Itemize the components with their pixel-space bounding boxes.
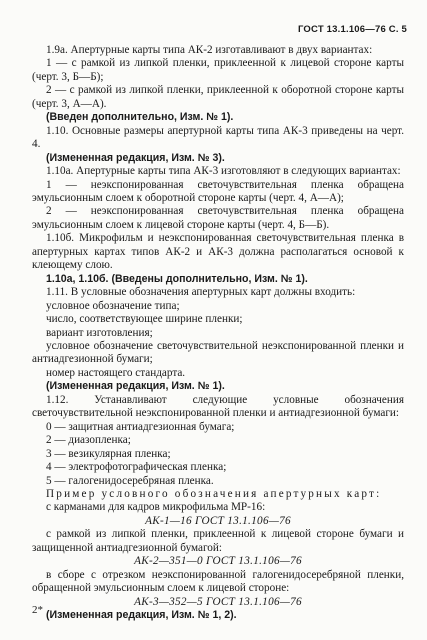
page-header: ГОСТ 13.1.106—76 С. 5 <box>297 24 407 35</box>
list-item: условное обозначение светочувствительной неэкспонированной пленки и антиадгезионной бумаги; <box>32 339 404 366</box>
paragraph: 1 — с рамкой из липкой пленки, приклеенной к лицевой стороне карты (черт. 3, Б—Б); <box>32 57 404 83</box>
paragraph: 1.10. Основные размеры апертурной карты типа АК-3 приведены на черт. 4. <box>32 124 404 151</box>
paragraph: 1.10б. Микрофильм и неэкспонированная светочувствительная пленка в апертурных картах типов АК-2 и АК-3 должна располагаться основой к клеющему слою. <box>32 232 404 272</box>
paragraph: 1 — неэкспонированная светочувствительная пленка обращена эмульсионным слоем к оборотной стороне карты (черт. 4, А—А); <box>32 178 404 204</box>
list-item: вариант изготовления; <box>46 326 153 339</box>
designation-formula: АК-2—351—0 ГОСТ 13.1.106—76 <box>134 555 302 568</box>
amendment-note: (Измененная редакция, Изм. № 1). <box>46 380 225 393</box>
page-footer-mark: 2* <box>32 604 43 616</box>
designation-formula: АК-3—352—5 ГОСТ 13.1.106—76 <box>134 595 302 608</box>
amendment-note: (Введен дополнительно, Изм. № 1). <box>46 111 234 124</box>
list-item: 4 — электрофотографическая пленка; <box>46 461 227 474</box>
document-body <box>32 44 404 622</box>
paragraph: в сборе с отрезком неэкспонированной галогенидосеребряной пленки, обращенной эмульсионным слоем к лицевой стороне: <box>32 568 404 595</box>
amendment-note: 1.10а, 1.10б. (Введены дополнительно, Изм. № 1). <box>46 272 308 285</box>
list-item: условное обозначение типа; <box>46 299 180 312</box>
paragraph: с карманами для кадров микрофильма МР-16: <box>46 501 266 514</box>
paragraph: 1.9а. Апертурные карты типа АК-2 изготавливают в двух вариантах: <box>46 44 373 56</box>
list-item: 3 — везикулярная пленка; <box>46 447 171 460</box>
paragraph: 2 — с рамкой из липкой пленки, приклеенной к оборотной стороне карты (черт. 3, А—А). <box>32 84 404 110</box>
amendment-note: (Измененная редакция, Изм. № 1, 2). <box>46 609 237 622</box>
designation-formula: АК-1—16 ГОСТ 13.1.106—76 <box>145 514 291 527</box>
list-item: 5 — галогенидосеребряная пленка. <box>46 474 214 487</box>
paragraph: 1.10а. Апертурные карты типа АК-3 изготовляют в следующих вариантах: <box>46 165 401 178</box>
list-item: 2 — диазопленка; <box>46 434 131 447</box>
paragraph: 1.11. В условные обозначения апертурных карт должны входить: <box>46 286 356 299</box>
list-item: число, соответствующее ширине пленки; <box>46 313 243 326</box>
paragraph: 1.12. Устанавливают следующие условные обозначения светочувствительной неэкспонированной пленки и антиадгезионной бумаги: <box>32 393 404 420</box>
paragraph: 2 — неэкспонированная светочувствительная пленка обращена эмульсионным слоем к лицевой стороне карты (черт. 4, Б—Б). <box>32 205 404 231</box>
amendment-note: (Измененная редакция, Изм. № 3). <box>46 151 225 164</box>
list-item: номер настоящего стандарта. <box>46 366 186 379</box>
paragraph: с рамкой из липкой пленки, приклеенной к лицевой стороне бумаги и защищенной антиадгезионной бумагой: <box>32 528 404 554</box>
example-heading: Пример условного обозначения апертурных карт: <box>46 487 382 500</box>
list-item: 0 — защитная антиадгезионная бумага; <box>46 420 235 433</box>
